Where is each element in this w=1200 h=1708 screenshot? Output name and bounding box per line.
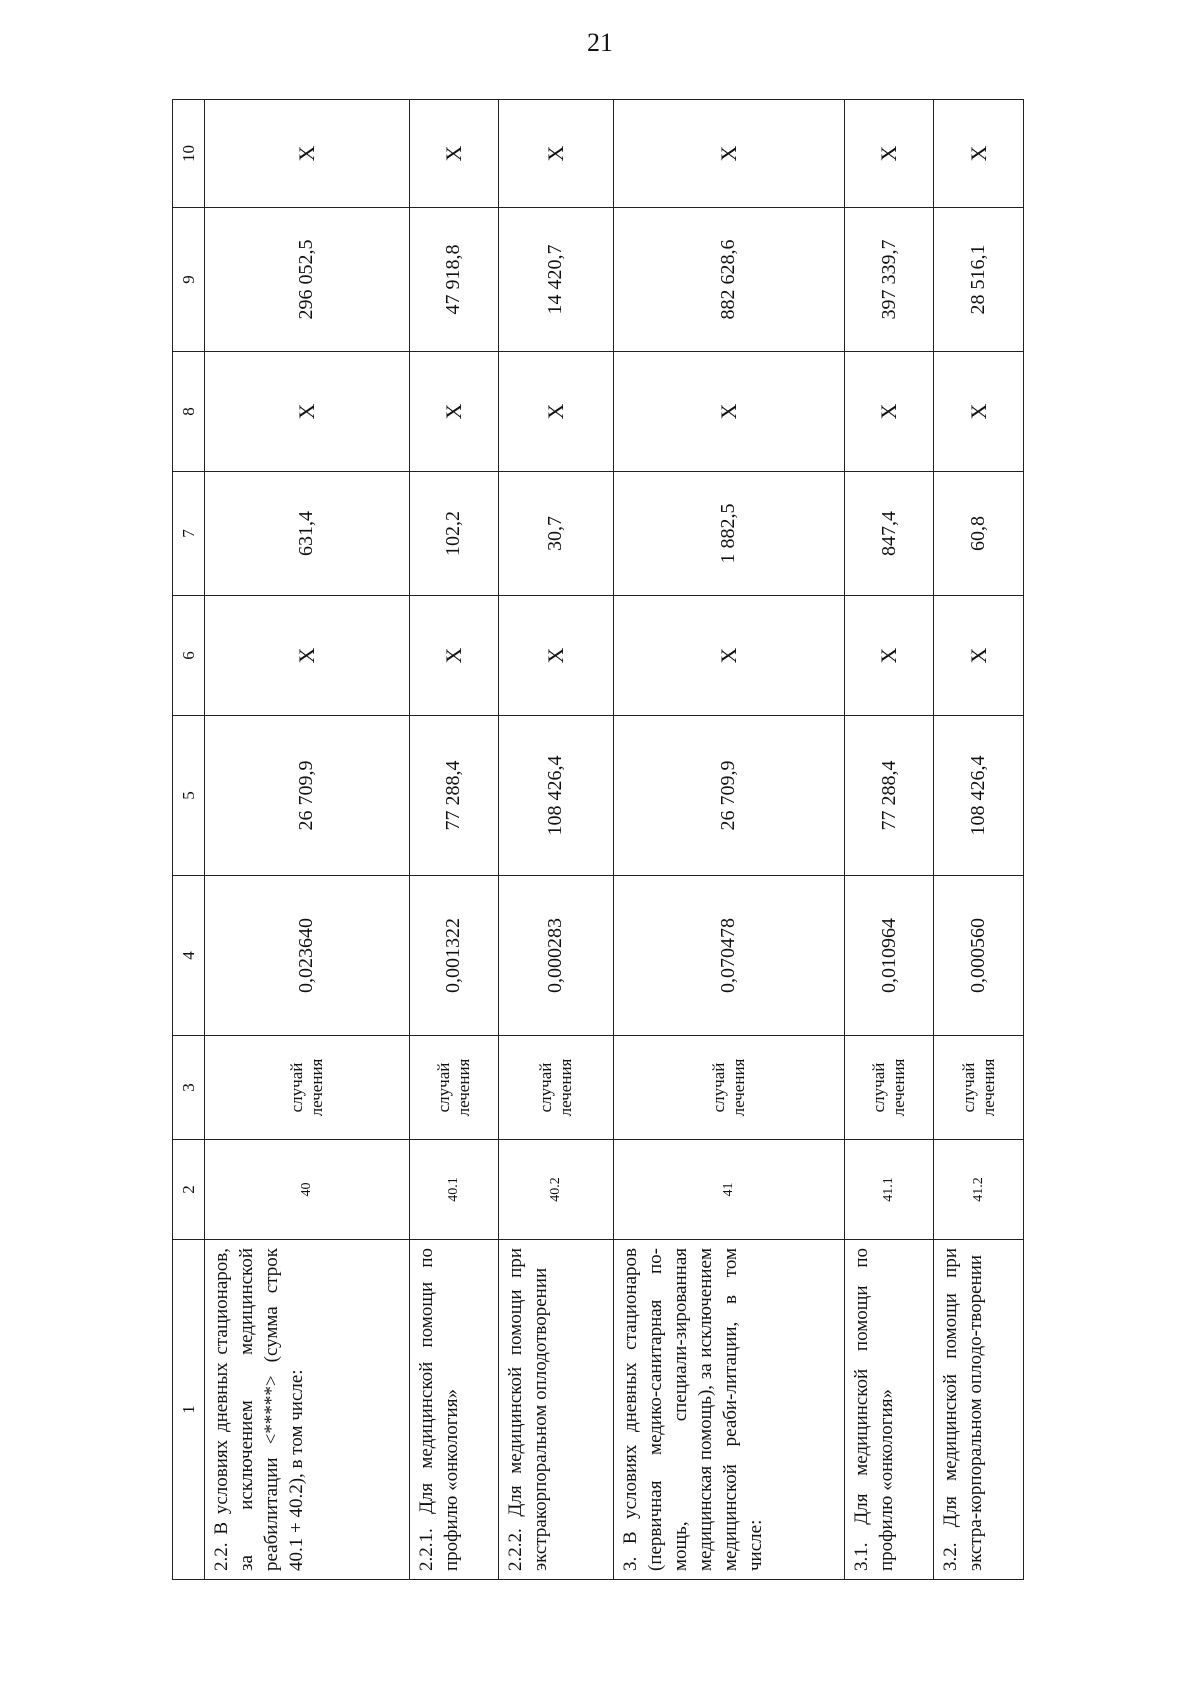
value-cell: 77 288,4 xyxy=(844,716,934,876)
value-cell: 28 516,1 xyxy=(934,208,1024,352)
value-cell: 77 288,4 xyxy=(409,716,499,876)
row-name-cell: 3. В условиях дневных стационаров (первичная медико-санитарная по-мощь, специали-зированная медицинская помощь), за исключением медицинской реаби-литации, в том числе: xyxy=(613,1240,844,1580)
x-mark-cell: X xyxy=(844,352,934,472)
table-row xyxy=(934,100,1024,1580)
x-mark-cell: X xyxy=(409,100,499,208)
column-header: 3 xyxy=(173,1036,205,1140)
value-cell: 882 628,6 xyxy=(613,208,844,352)
x-mark-cell: X xyxy=(205,352,409,472)
table-rotation-wrapper xyxy=(172,100,1024,1580)
value-cell: 108 426,4 xyxy=(934,716,1024,876)
column-header: 7 xyxy=(173,472,205,596)
x-mark-cell: X xyxy=(409,352,499,472)
value-cell: 102,2 xyxy=(409,472,499,596)
value-cell: 60,8 xyxy=(934,472,1024,596)
x-mark-cell: X xyxy=(934,100,1024,208)
row-code-cell: 41.1 xyxy=(844,1140,934,1240)
row-name-cell: 3.1. Для медицинской помощи по профилю «онкология» xyxy=(844,1240,934,1580)
column-header: 9 xyxy=(173,208,205,352)
row-code-cell: 41 xyxy=(613,1140,844,1240)
x-mark-cell: X xyxy=(409,596,499,716)
unit-cell: случай лечения xyxy=(499,1036,614,1140)
table-row xyxy=(613,100,844,1580)
value-cell: 108 426,4 xyxy=(499,716,614,876)
value-cell: 0,001322 xyxy=(409,876,499,1036)
table-row xyxy=(205,100,409,1580)
row-code-cell: 40.1 xyxy=(409,1140,499,1240)
x-mark-cell: X xyxy=(205,100,409,208)
row-code-cell: 40.2 xyxy=(499,1140,614,1240)
unit-cell: случай лечения xyxy=(613,1036,844,1140)
table-row xyxy=(409,100,499,1580)
value-cell: 0,070478 xyxy=(613,876,844,1036)
column-header: 10 xyxy=(173,100,205,208)
x-mark-cell: X xyxy=(613,100,844,208)
x-mark-cell: X xyxy=(499,352,614,472)
column-header: 2 xyxy=(173,1140,205,1240)
value-cell: 0,000560 xyxy=(934,876,1024,1036)
value-cell: 1 882,5 xyxy=(613,472,844,596)
x-mark-cell: X xyxy=(934,596,1024,716)
value-cell: 30,7 xyxy=(499,472,614,596)
data-table xyxy=(172,99,1024,1580)
x-mark-cell: X xyxy=(613,596,844,716)
row-name-cell: 2.2. В условиях дневных стационаров, за исключением медицинской реабилитации <*****> (сумма строк 40.1 + 40.2), в том числе: xyxy=(205,1240,409,1580)
row-name-cell: 3.2. Для медицинской помощи при экстра-корпоральном оплодо-творении xyxy=(934,1240,1024,1580)
value-cell: 26 709,9 xyxy=(613,716,844,876)
rotated-table-frame xyxy=(172,100,1024,1580)
table-row xyxy=(844,100,934,1580)
value-cell: 0,023640 xyxy=(205,876,409,1036)
value-cell: 0,000283 xyxy=(499,876,614,1036)
x-mark-cell: X xyxy=(205,596,409,716)
row-code-cell: 41.2 xyxy=(934,1140,1024,1240)
table-row xyxy=(499,100,614,1580)
unit-cell: случай лечения xyxy=(409,1036,499,1140)
x-mark-cell: X xyxy=(499,596,614,716)
value-cell: 631,4 xyxy=(205,472,409,596)
unit-cell: случай лечения xyxy=(934,1036,1024,1140)
value-cell: 0,010964 xyxy=(844,876,934,1036)
value-cell: 47 918,8 xyxy=(409,208,499,352)
column-header: 4 xyxy=(173,876,205,1036)
unit-cell: случай лечения xyxy=(844,1036,934,1140)
page-number: 21 xyxy=(587,28,613,57)
value-cell: 847,4 xyxy=(844,472,934,596)
column-header: 5 xyxy=(173,716,205,876)
x-mark-cell: X xyxy=(934,352,1024,472)
x-mark-cell: X xyxy=(844,596,934,716)
unit-cell: случай лечения xyxy=(205,1036,409,1140)
header-row xyxy=(173,100,205,1580)
row-name-cell: 2.2.1. Для медицинской помощи по профилю «онкология» xyxy=(409,1240,499,1580)
column-header: 8 xyxy=(173,352,205,472)
column-header: 6 xyxy=(173,596,205,716)
value-cell: 296 052,5 xyxy=(205,208,409,352)
x-mark-cell: X xyxy=(499,100,614,208)
x-mark-cell: X xyxy=(844,100,934,208)
x-mark-cell: X xyxy=(613,352,844,472)
column-header: 1 xyxy=(173,1240,205,1580)
value-cell: 26 709,9 xyxy=(205,716,409,876)
value-cell: 397 339,7 xyxy=(844,208,934,352)
row-name-cell: 2.2.2. Для медицинской помощи при экстракорпоральном оплодотворении xyxy=(499,1240,614,1580)
row-code-cell: 40 xyxy=(205,1140,409,1240)
value-cell: 14 420,7 xyxy=(499,208,614,352)
